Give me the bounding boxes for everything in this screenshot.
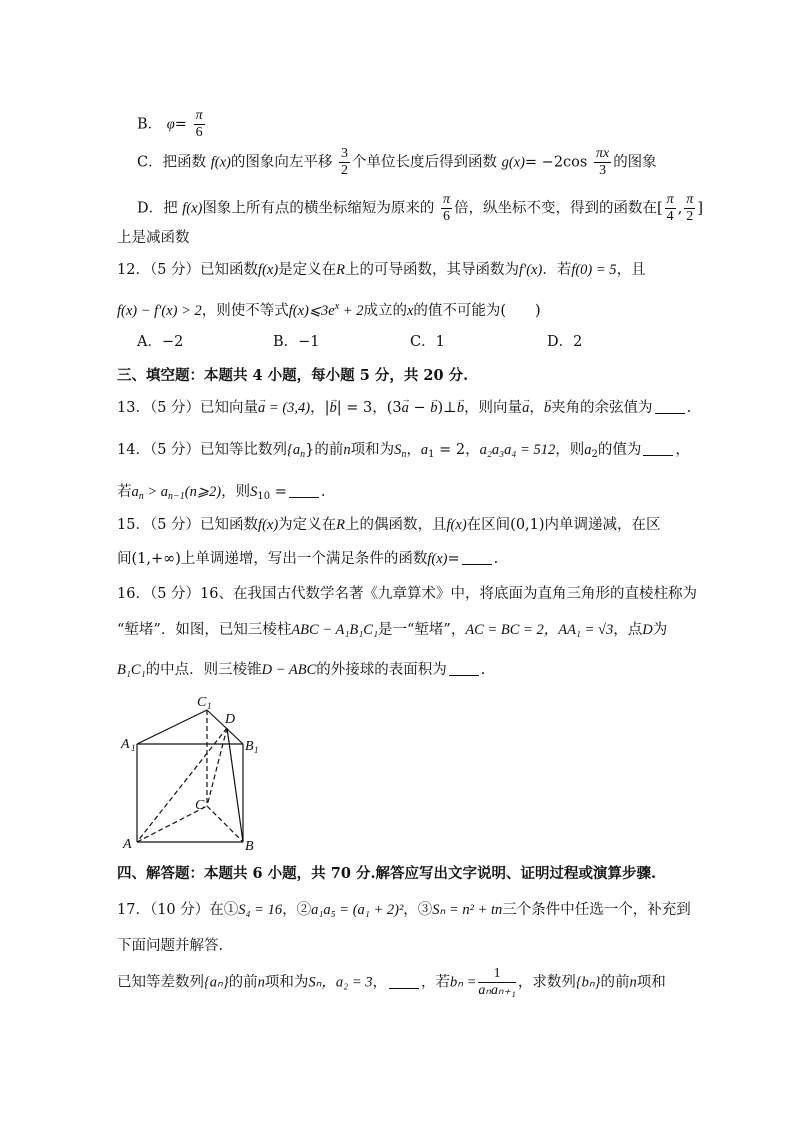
q15-line1: 15．（5 分）已知函数f(x)为定义在R上的偶函数，且f(x)在区间(0,1)内单调递减，在区 <box>117 517 661 533</box>
answer-blank <box>389 974 419 989</box>
q14-line2: 若$a_n$ > $a_{n-1}(n⩾2)$，则$S_{10}$ = . <box>117 484 326 502</box>
svg-text:1: 1 <box>131 743 136 753</box>
q11-option-d: D．把 f(x)图象上所有点的横坐标缩短为原来的 $\frac{\pi}{6}$ 倍，纵坐标不变，得到的函数在[ $\frac{\pi}{4}$ , $\frac{\pi}{2}$ ] <box>137 192 703 224</box>
prism-figure <box>115 690 275 855</box>
q15-line2: 间(1,+∞)上单调递增，写出一个满足条件的函数f(x)= . <box>117 551 499 567</box>
fraction: $\frac{1}{\text{aₙaₙ₊₁}}$ <box>478 966 516 998</box>
q17-line3: 已知等差数列{aₙ}的前n项和为Sₙ，a₂ = 3， ，若bₙ = $\frac{1}{\text{aₙaₙ₊₁}}$ ，求数列{bₙ}的前n项和 <box>117 966 666 998</box>
fraction: $\frac{\pi}{2}$ <box>686 192 694 224</box>
answer-blank <box>289 483 319 498</box>
edge-a1-c1 <box>137 710 207 744</box>
fraction: $\frac{\pi}{4}$ <box>666 192 674 224</box>
q12-line2: f(x) − f′(x) > 2，则使不等式$f(x)⩽3e^x + 2$成立的x的值不可能为( ) <box>117 301 541 319</box>
answer-blank <box>462 550 492 565</box>
q17-line2: 下面问题并解答. <box>117 938 224 954</box>
q17-line1: 17．（10 分）在①S₄ = 16，②a₁a₅ = (a₁ + 2)²，③Sₙ = n² + tn三个条件中任选一个，补充到 <box>117 902 691 918</box>
edge-d-c <box>207 728 227 806</box>
svg-text:1: 1 <box>254 745 259 755</box>
fraction: $\frac{\pi}{6}$ <box>195 108 203 140</box>
edge-c-b <box>207 806 243 842</box>
q16-line2: “堑堵”．如图，已知三棱柱ABC − A₁B₁C₁是一“堑堵”，AC = BC = 2，AA₁ = √3，点D为 <box>117 622 668 638</box>
q16-line3: B₁C₁的中点．则三棱锥D − ABC的外接球的表面积为 . <box>117 662 486 678</box>
edge-d-a <box>137 728 227 842</box>
q16-line1: 16．（5 分）16、在我国古代数学名著《九章算术》中，将底面为直角三角形的直棱柱称为 <box>117 586 697 602</box>
answer-blank <box>449 661 479 676</box>
answer-blank <box>655 399 685 414</box>
q14-line1: 14．（5 分）已知等比数列$\{a_n\}$的前n项和为$S_n$，$a_1 = 2$，a₂a₃a₄ = 512，则$a_2$的值为 ， <box>117 442 690 460</box>
q11-option-b: B． φ= $\frac{\pi}{6}$ <box>137 108 203 140</box>
label-b1: B <box>245 739 254 754</box>
q12-option-a: A．−2 <box>137 334 184 350</box>
answer-blank <box>643 441 673 456</box>
label-c: C <box>195 798 205 813</box>
q12-line1: 12．（5 分）已知函数f(x)是定义在R上的可导函数，其导函数为f′(x)．若f(0) = 5，且 <box>117 262 646 278</box>
label-d: D <box>225 712 236 727</box>
fraction: $\frac{3}{2}$ <box>340 146 348 178</box>
section-3-heading: 三、填空题：本题共 4 小题，每小题 5 分，共 20 分. <box>117 367 469 384</box>
fraction: $\frac{\pi x}{3}$ <box>595 146 610 178</box>
fraction: $\frac{\pi}{6}$ <box>442 192 450 224</box>
edge-d-b <box>227 728 243 842</box>
q11-option-d-cont: 上是减函数 <box>117 230 190 246</box>
section-4-heading: 四、解答题：本题共 6 小题，共 70 分.解答应写出文字说明、证明过程或演算步骤. <box>117 865 657 882</box>
label-b: B <box>245 839 254 854</box>
q11-option-c: C．把函数 f(x)的图象向左平移 $\frac{3}{2}$ 个单位长度后得到函数 g(x)= −2cos $\frac{\pi x}{3}$ 的图象 <box>137 146 657 178</box>
svg-text:1: 1 <box>207 701 212 711</box>
label-a: A <box>123 837 132 852</box>
q12-option-d: D．2 <box>547 334 583 350</box>
q12-option-b: B．−1 <box>273 334 320 350</box>
q12-option-c: C．1 <box>410 334 445 350</box>
q13: 13．（5 分）已知向量→ a = (3,4)，|→ b| = 3，(3→ a − → b)⊥→ b，则向量→ a，→ b夹角的余弦值为 . <box>117 398 691 418</box>
label-c1: C <box>197 695 207 710</box>
label-a1: A <box>121 737 130 752</box>
